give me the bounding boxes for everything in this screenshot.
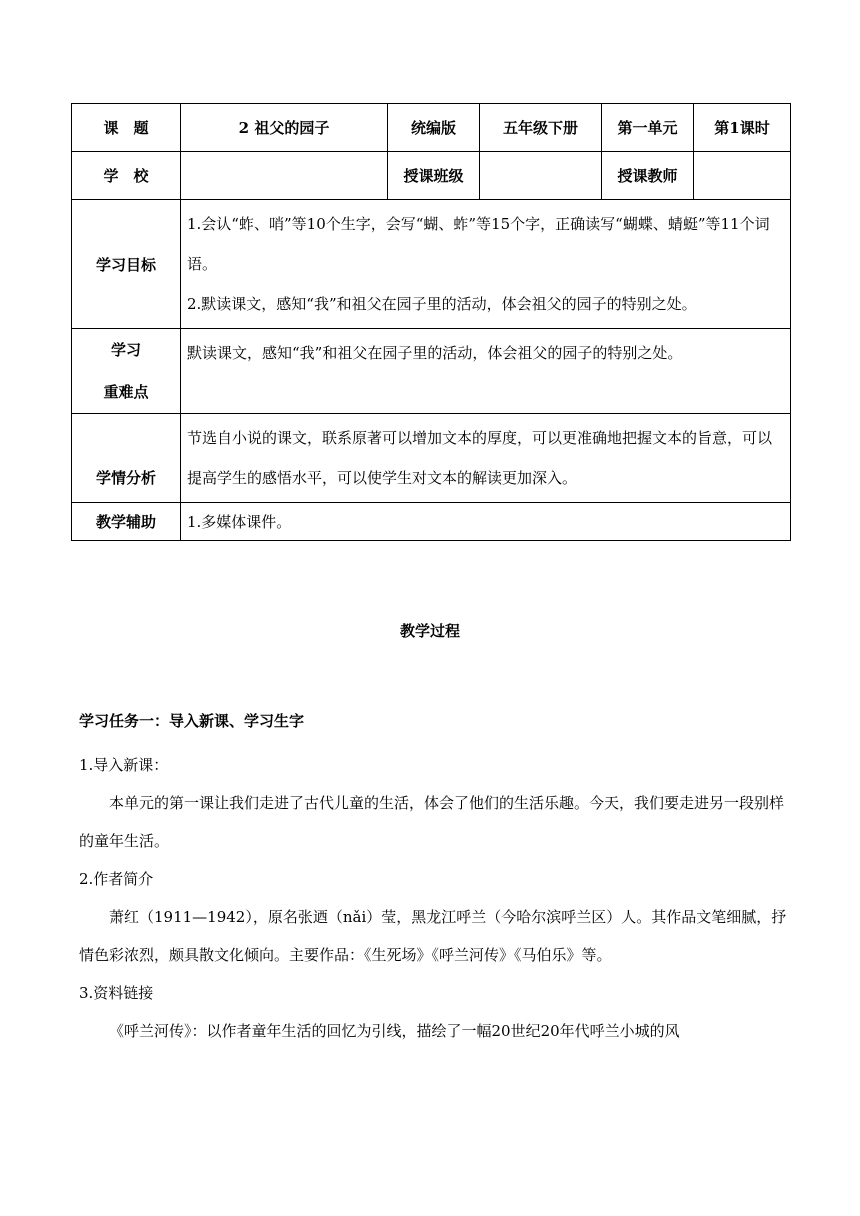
task-heading: 学习任务一：导入新课、学习生字 xyxy=(79,712,305,730)
difficulty-label xyxy=(72,329,181,414)
table-row xyxy=(72,503,791,541)
table-row xyxy=(72,200,791,329)
table-row xyxy=(72,152,791,200)
goals-content xyxy=(181,200,791,329)
section-paragraph: 《呼兰河传》：以作者童年生活的回忆为引线，描绘了一幅20世纪20年代呼兰小城的风 xyxy=(109,1022,680,1040)
section-paragraph: 萧红（1911—1942），原名张迺（nǎi）莹，黑龙江呼兰（今哈尔滨呼兰区）人。其作品文笔细腻，抒情色彩浓烈，颇具散文化倾向。主要作品：《生死场》《呼兰河传》《马伯乐》等。 xyxy=(79,908,787,964)
school-label: 学 校 xyxy=(72,152,181,200)
school-value xyxy=(181,152,388,200)
section-heading: 2.作者简介 xyxy=(79,870,154,888)
topic-label: 课 题 xyxy=(72,104,181,152)
lesson-period: 第1课时 xyxy=(694,104,791,152)
section-heading: 1.导入新课： xyxy=(79,756,169,774)
aids-label: 教学辅助 xyxy=(72,503,181,541)
section-paragraph: 本单元的第一课让我们走进了古代儿童的生活，体会了他们的生活乐趣。今天，我们要走进另一段别样的童年生活。 xyxy=(79,794,785,850)
table-row xyxy=(72,414,791,503)
aids-content: 1.多媒体课件。 xyxy=(181,503,791,541)
goal-item-2: 2.默读课文，感知“我”和祖父在园子里的活动，体会祖父的园子的特别之处。 xyxy=(187,295,697,313)
topic-title: 2 祖父的园子 xyxy=(181,104,388,152)
table-row xyxy=(72,104,791,152)
class-label: 授课班级 xyxy=(388,152,480,200)
goal-item-1: 1.会认“蚱、哨”等10个生字，会写“蝴、蚱”等15个字，正确读写“蝴蝶、蜻蜓”等11个词语。 xyxy=(187,215,770,273)
class-value xyxy=(480,152,602,200)
grade: 五年级下册 xyxy=(480,104,602,152)
table-row xyxy=(72,329,791,414)
section-heading: 3.资料链接 xyxy=(79,984,154,1002)
difficulty-label-line1: 学习 xyxy=(110,341,141,359)
process-body xyxy=(79,702,791,1050)
lesson-info-table xyxy=(71,103,791,541)
goals-label: 学习目标 xyxy=(72,200,181,329)
difficulty-label-line2: 重难点 xyxy=(103,383,149,401)
analysis-content: 节选自小说的课文，联系原著可以增加文本的厚度，可以更准确地把握文本的旨意，可以提高学生的感悟水平，可以使学生对文本的解读更加深入。 xyxy=(181,414,791,503)
difficulty-content: 默读课文，感知“我”和祖父在园子里的活动，体会祖父的园子的特别之处。 xyxy=(181,329,791,414)
unit: 第一单元 xyxy=(602,104,694,152)
teacher-label: 授课教师 xyxy=(602,152,694,200)
analysis-label: 学情分析 xyxy=(72,414,181,503)
teacher-value xyxy=(694,152,791,200)
process-title: 教学过程 xyxy=(399,622,460,640)
edition: 统编版 xyxy=(388,104,480,152)
